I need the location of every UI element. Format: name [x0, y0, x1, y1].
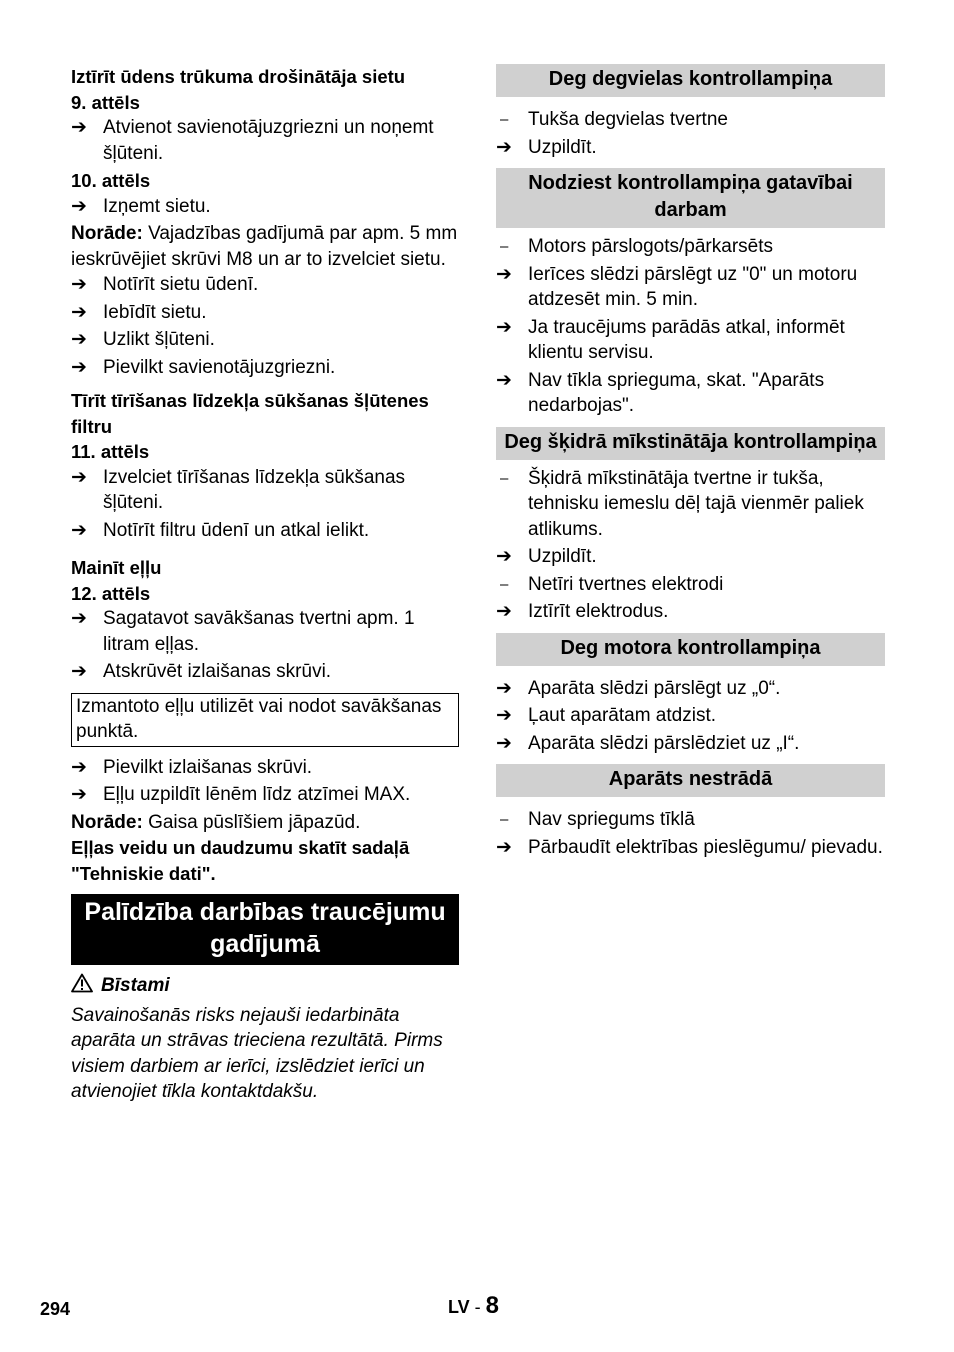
remedy-item: ➔ Ja traucējums parādās atkal, informēt klientu servisu. [496, 316, 845, 363]
page-number: 294 [40, 1299, 71, 1319]
arrow-icon: ➔ [496, 732, 512, 754]
arrow-icon: ➔ [496, 136, 512, 158]
arrow-icon: ➔ [71, 329, 87, 350]
footer-section-label: LV - 8 [448, 1292, 500, 1319]
arrow-icon: ➔ [496, 316, 512, 338]
danger-label: Bīstami [71, 973, 459, 999]
arrow-icon: ➔ [71, 519, 87, 541]
oil-reference: Eļļas veidu un daudzumu skatīt sadaļā "Tehniskie dati". [71, 837, 410, 884]
left-column [71, 64, 459, 1105]
dash-icon: – [500, 111, 509, 128]
note: Norāde: Gaisa pūslīšiem jāpazūd. [71, 811, 361, 833]
arrow-icon: ➔ [71, 274, 87, 295]
section-title-filter: Tīrīt tīrīšanas līdzekļa sūkšanas šļūtenes filtru [71, 390, 429, 437]
step-item: ➔ Eļļu uzpildīt lēnēm līdz atzīmei MAX. [71, 782, 459, 808]
arrow-icon: ➔ [71, 301, 87, 323]
step-item: ➔ Atvienot savienotājuzgriezni un noņemt šļūteni. [71, 117, 434, 164]
step-item: ➔ Izvelciet tīrīšanas līdzekļa sūkšanas šļūteni. [71, 466, 406, 513]
cause-item: – Motors pārslogots/pārkarsēts [496, 234, 885, 260]
troubleshoot-heading: Aparāts nestrādā [496, 764, 885, 797]
step-item: ➔ Sagatavot savākšanas tvertni apm. 1 litram eļļas. [71, 608, 415, 655]
step-item: ➔ Notīrīt sietu ūdenī. [71, 272, 459, 298]
remedy-item: ➔ Ļaut aparātam atdzist. [496, 703, 885, 729]
step-item: ➔ Pievilkt izlaišanas skrūvi. [71, 755, 459, 781]
troubleshoot-heading: Deg degvielas kontrollampiņa [496, 64, 885, 97]
right-column [496, 64, 885, 862]
arrow-icon: ➔ [71, 756, 87, 778]
step-item: ➔ Pievilkt savienotājuzgriezni. [71, 355, 459, 381]
remedy-item: ➔ Aparāta slēdzi pārslēdziet uz „I“. [496, 731, 885, 757]
cause-item: – Šķidrā mīkstinātāja tvertne ir tukša, tehnisku iemeslu dēļ tajā vienmēr paliek atlikums. [500, 467, 864, 540]
figure-ref-11: 11. attēls [71, 441, 150, 462]
step-item: ➔ Uzlikt šļūteni. [71, 327, 459, 353]
remedy-item: ➔ Uzpildīt. [496, 135, 885, 161]
remedy-item: ➔ Uzpildīt. [496, 544, 885, 570]
arrow-icon: ➔ [71, 466, 87, 488]
figure-ref-9: 9. attēls [71, 91, 140, 113]
arrow-icon: ➔ [496, 836, 512, 858]
step-item: ➔ Izņemt sietu. [71, 194, 459, 220]
remedy-item: ➔ Pārbaudīt elektrības pieslēgumu/ pievadu. [496, 835, 885, 861]
arrow-icon: ➔ [71, 356, 87, 378]
arrow-icon: ➔ [496, 705, 512, 726]
cause-item: – Tukša degvielas tvertne [496, 107, 885, 133]
note: Norāde: Vajadzības gadījumā par apm. 5 mm ieskrūvējiet skrūvi M8 un ar to izvelciet sietu. [71, 223, 458, 270]
dash-icon: – [500, 469, 509, 487]
section-title-oil: Mainīt eļļu [71, 557, 162, 578]
arrow-icon: ➔ [496, 369, 512, 391]
arrow-icon: ➔ [71, 608, 87, 629]
cause-item: – Nav spriegums tīklā [496, 807, 885, 833]
remedy-item: ➔ Nav tīkla sprieguma, skat. "Aparāts nedarbojas". [496, 369, 825, 416]
troubleshoot-heading: Nodziest kontrollampiņa gatavībai darbam [496, 168, 885, 228]
dash-icon: – [500, 575, 509, 593]
troubleshoot-heading: Deg šķidrā mīkstinātāja kontrollampiņa [496, 427, 885, 460]
figure-ref-12: 12. attēls [71, 582, 151, 604]
remedy-item: ➔ Aparāta slēdzi pārslēgt uz „0“. [496, 676, 885, 702]
arrow-icon: ➔ [496, 546, 512, 567]
arrow-icon: ➔ [71, 661, 87, 682]
remedy-item: ➔ Iztīrīt elektrodus. [496, 599, 885, 625]
chapter-heading: Palīdzība darbības traucējumu gadījumā [71, 894, 459, 965]
section-title-sieve: Iztīrīt ūdens trūkuma drošinātāja sietu [71, 66, 406, 87]
figure-ref-10: 10. attēls [71, 170, 151, 191]
arrow-icon: ➔ [496, 263, 512, 285]
arrow-icon: ➔ [71, 117, 87, 138]
arrow-icon: ➔ [496, 677, 512, 699]
step-item: ➔ Iebīdīt sietu. [71, 300, 459, 326]
danger-text: Savainošanās risks nejauši iedarbināta aparāta un strāvas trieciena rezultātā. Pirms visiem darbiem ar ierīci, izslēdziet ierīci un atvienojiet tīkla kontaktdakšu. [71, 1004, 443, 1102]
step-item: ➔ Notīrīt filtru ūdenī un atkal ielikt. [71, 518, 459, 544]
environment-notice-box: Izmantoto eļļu utilizēt vai nodot savākšanas punktā. [71, 693, 459, 747]
dash-icon: – [500, 238, 509, 255]
warning-triangle-icon [71, 973, 93, 993]
troubleshoot-heading: Deg motora kontrollampiņa [496, 633, 885, 666]
remedy-item: ➔ Ierīces slēdzi pārslēgt uz "0" un motoru atdzesēt min. 5 min. [496, 263, 858, 310]
cause-item: – Netīri tvertnes elektrodi [496, 572, 885, 598]
arrow-icon: ➔ [496, 601, 512, 622]
arrow-icon: ➔ [71, 784, 87, 805]
arrow-icon: ➔ [71, 195, 87, 217]
dash-icon: – [500, 811, 509, 828]
step-item: ➔ Atskrūvēt izlaišanas skrūvi. [71, 659, 459, 685]
